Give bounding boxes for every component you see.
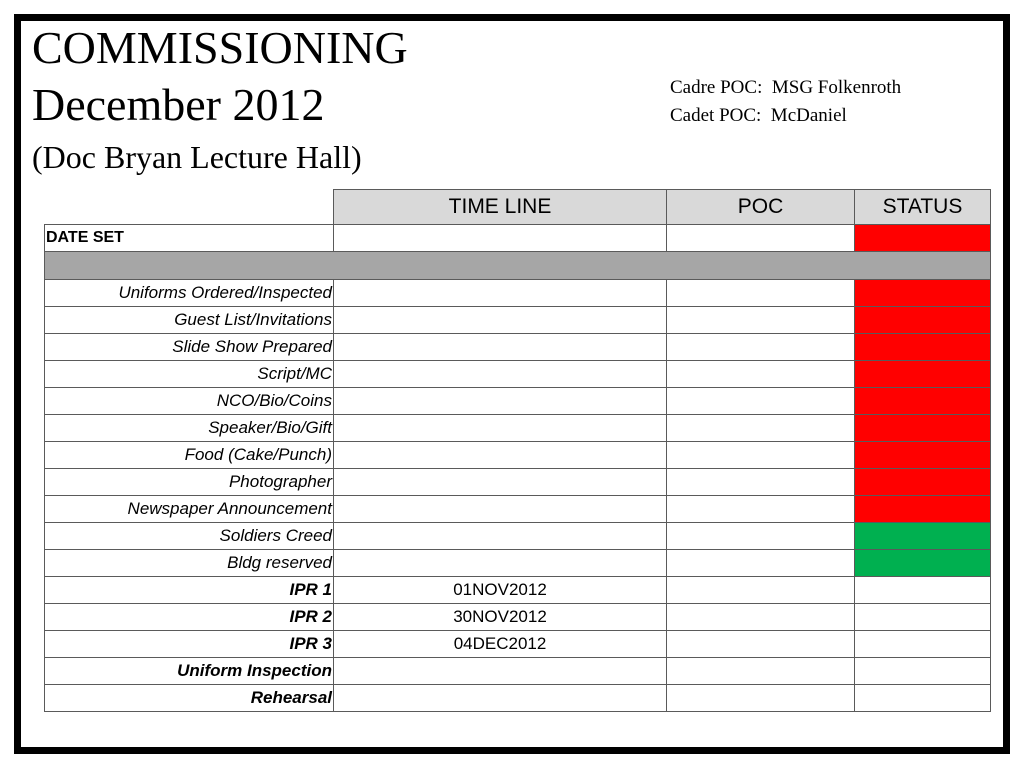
timeline-cell xyxy=(334,334,667,361)
date-set-status-cell xyxy=(855,225,991,252)
table-row xyxy=(45,469,991,496)
header-corner xyxy=(45,190,334,225)
poc-cell xyxy=(667,577,855,604)
task-label: Food (Cake/Punch) xyxy=(45,442,334,469)
task-label: Script/MC xyxy=(45,361,334,388)
date-set-row xyxy=(45,225,991,252)
task-label: Uniforms Ordered/Inspected xyxy=(45,280,334,307)
timeline-cell xyxy=(334,280,667,307)
page-title: COMMISSIONING xyxy=(32,22,408,73)
poc-cell xyxy=(667,334,855,361)
table-row xyxy=(45,442,991,469)
column-header-status: STATUS xyxy=(855,190,991,225)
table-row xyxy=(45,415,991,442)
poc-cell xyxy=(667,496,855,523)
task-label: IPR 3 xyxy=(45,631,334,658)
page-subtitle-date: December 2012 xyxy=(32,79,325,130)
table-row xyxy=(45,280,991,307)
poc-cell xyxy=(667,280,855,307)
task-label: Bldg reserved xyxy=(45,550,334,577)
date-set-label: DATE SET xyxy=(45,225,334,252)
date-set-timeline-cell xyxy=(334,225,667,252)
timeline-cell xyxy=(334,307,667,334)
poc-cell xyxy=(667,658,855,685)
status-cell xyxy=(855,469,991,496)
status-cell xyxy=(855,658,991,685)
table-row xyxy=(45,388,991,415)
table-row xyxy=(45,523,991,550)
poc-cell xyxy=(667,469,855,496)
column-header-poc: POC xyxy=(667,190,855,225)
poc-cell xyxy=(667,442,855,469)
status-cell xyxy=(855,307,991,334)
task-label: Photographer xyxy=(45,469,334,496)
status-cell xyxy=(855,550,991,577)
title-block xyxy=(32,20,408,180)
status-cell xyxy=(855,334,991,361)
task-label: Rehearsal xyxy=(45,685,334,712)
separator-row xyxy=(45,252,991,280)
table-row xyxy=(45,685,991,712)
table-row xyxy=(45,361,991,388)
poc-cell xyxy=(667,415,855,442)
status-cell xyxy=(855,685,991,712)
timeline-cell: 04DEC2012 xyxy=(334,631,667,658)
task-label: Guest List/Invitations xyxy=(45,307,334,334)
table-row xyxy=(45,658,991,685)
task-label: IPR 2 xyxy=(45,604,334,631)
table-row xyxy=(45,604,991,631)
timeline-cell xyxy=(334,685,667,712)
poc-cell xyxy=(667,685,855,712)
timeline-cell xyxy=(334,361,667,388)
cadet-poc: Cadet POC: McDaniel xyxy=(670,105,847,126)
task-label: Newspaper Announcement xyxy=(45,496,334,523)
table-row xyxy=(45,496,991,523)
table-row xyxy=(45,550,991,577)
status-cell xyxy=(855,577,991,604)
cadre-poc: Cadre POC: MSG Folkenroth xyxy=(670,77,902,98)
task-label: NCO/Bio/Coins xyxy=(45,388,334,415)
timeline-cell: 30NOV2012 xyxy=(334,604,667,631)
poc-cell xyxy=(667,307,855,334)
timeline-cell xyxy=(334,442,667,469)
status-cell xyxy=(855,361,991,388)
task-label: Uniform Inspection xyxy=(45,658,334,685)
status-cell xyxy=(855,496,991,523)
status-cell xyxy=(855,388,991,415)
schedule-table xyxy=(44,189,991,712)
task-label: Soldiers Creed xyxy=(45,523,334,550)
poc-cell xyxy=(667,604,855,631)
timeline-cell xyxy=(334,388,667,415)
status-cell xyxy=(855,631,991,658)
date-set-poc-cell xyxy=(667,225,855,252)
poc-cell xyxy=(667,388,855,415)
poc-cell xyxy=(667,631,855,658)
timeline-cell xyxy=(334,523,667,550)
separator-cell xyxy=(45,252,991,280)
poc-block xyxy=(670,74,901,130)
poc-cell xyxy=(667,361,855,388)
status-cell xyxy=(855,523,991,550)
timeline-cell xyxy=(334,496,667,523)
task-label: Slide Show Prepared xyxy=(45,334,334,361)
status-cell xyxy=(855,280,991,307)
task-label: IPR 1 xyxy=(45,577,334,604)
timeline-cell xyxy=(334,550,667,577)
column-header-timeline: TIME LINE xyxy=(334,190,667,225)
status-cell xyxy=(855,415,991,442)
page-subtitle-location: (Doc Bryan Lecture Hall) xyxy=(32,139,362,175)
timeline-cell: 01NOV2012 xyxy=(334,577,667,604)
table-header-row xyxy=(45,190,991,225)
status-cell xyxy=(855,604,991,631)
timeline-cell xyxy=(334,658,667,685)
task-label: Speaker/Bio/Gift xyxy=(45,415,334,442)
poc-cell xyxy=(667,550,855,577)
poc-cell xyxy=(667,523,855,550)
table-row xyxy=(45,577,991,604)
status-cell xyxy=(855,442,991,469)
table-row xyxy=(45,307,991,334)
timeline-cell xyxy=(334,469,667,496)
table-row xyxy=(45,334,991,361)
table-row xyxy=(45,631,991,658)
timeline-cell xyxy=(334,415,667,442)
